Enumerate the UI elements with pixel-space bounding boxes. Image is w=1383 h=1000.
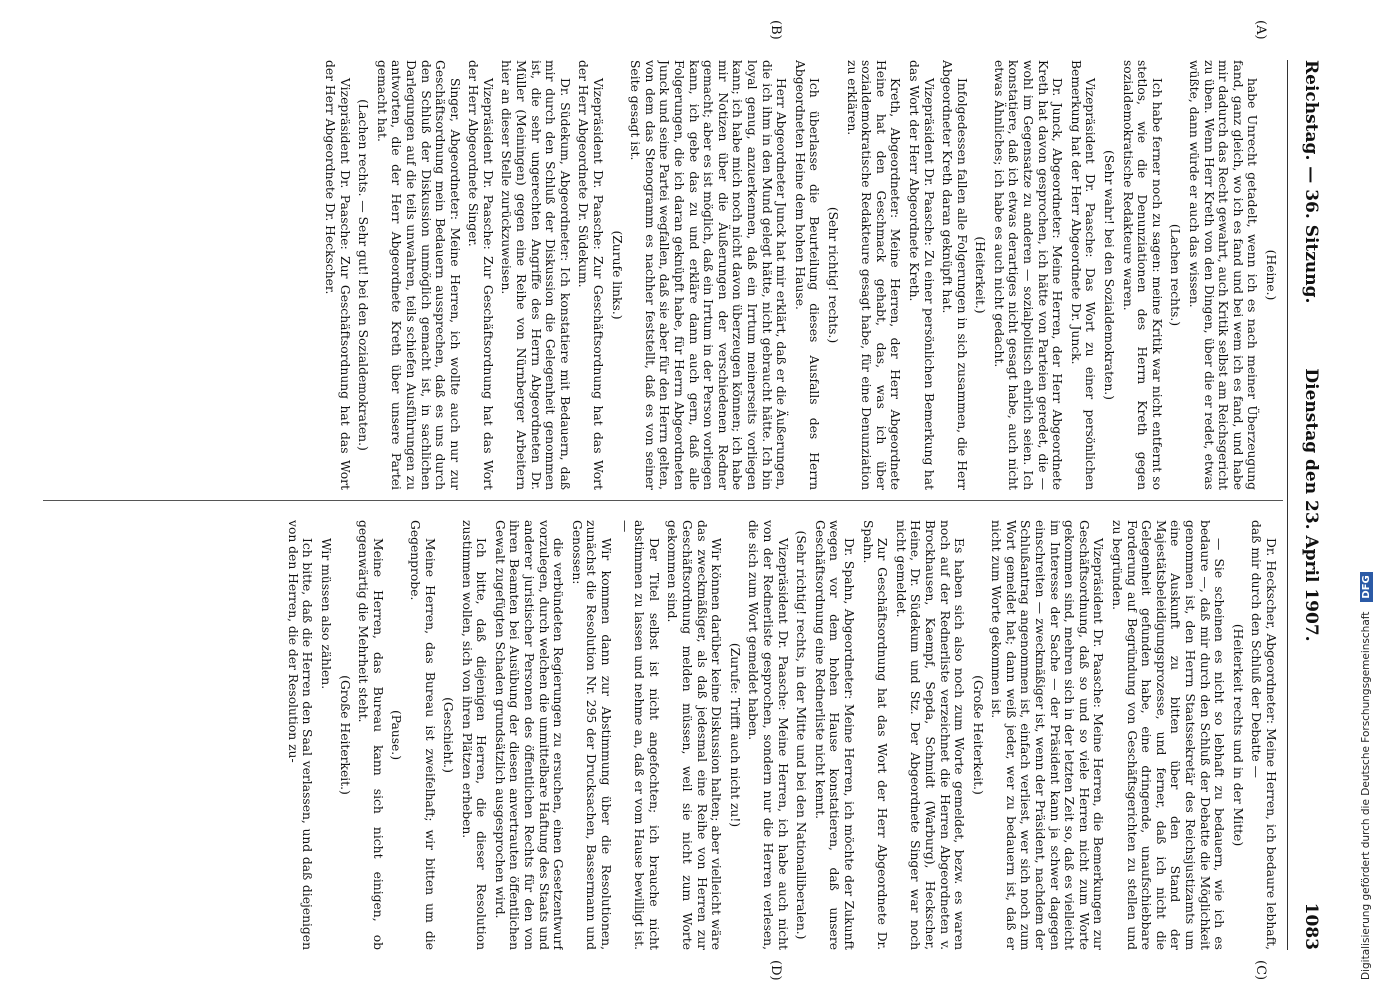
paragraph: Vizepräsident Dr. Paasche: Das Wort zu einer persönlichen Bemerkung hat der Herr Abgeordnete Dr. Junck. — [1068, 60, 1098, 490]
paragraph: Es haben sich also noch zum Worte gemeldet, bezw. es waren noch auf der Rednerliste verzeichnet die Herren Abgeordneten v. Brockhausen, Kaempf, Sepda, Schmidt (Warburg), Heckscher, Heine, Dr. Südekum und Stz. Der Abgeordnete Singer war noch nicht gemeldet. — [893, 520, 967, 950]
paragraph: Vizepräsident Dr. Paasche: Zu einer persönlichen Bemerkung hat das Wort der Herr Abgeordnete Kreth. — [906, 60, 936, 490]
paragraph: (Sehr richtig! rechts.) — [825, 206, 840, 344]
page-header — [1291, 60, 1321, 950]
paragraph: Wir kommen dann zur Abstimmung über die Resolutionen, zunächst die Resolution Nr. 295 der Drucksachen, Bassermann und Genossen: — [569, 520, 614, 950]
paragraph: (Große Heiterkeit.) — [337, 675, 352, 795]
paragraph: Ich bitte, daß diejenigen Herren, die dieser Resolution zustimmen wollen, sich von ihren Plätzen erheben. — [459, 520, 489, 950]
paragraph: Kreth, Abgeordneter: Meine Herren, der Herr Abgeordnete Heine hat den Geschmack gehabt, das, was ich über sozialdemokratische Redakteure gesagt habe, für eine Denunziation zu erklären. — [844, 60, 903, 490]
right-column — [48, 520, 1278, 950]
header-date: Dienstag den 23. April 1907. — [1301, 368, 1321, 642]
paragraph: (Geschieht.) — [441, 697, 456, 773]
paragraph: Wir müssen also zählen. — [318, 538, 333, 690]
paragraph: Zur Geschäftsordnung hat das Wort der Herr Abgeordnete Dr. Spahn. — [860, 520, 890, 950]
paragraph: die verbündeten Regierungen zu ersuchen, einen Gesetzentwurf vorzulegen, durch welchen die unmittelbare Haftung des Staats und anderer juristischer Personen des öffentlichen Rechts für den von ihren Beamten bei Ausübung der diesen anvertrauten öffentlichen Gewalt zugefügten Schaden grundsätzlich ausgesprochen wird. — [492, 520, 566, 950]
page-number: 1083 — [1301, 902, 1321, 950]
margin-letter-c: (C) — [1253, 960, 1268, 981]
paragraph: Ich überlasse die Beurteilung dieses Ausfalls des Herrn Abgeordneten Heine dem hohen Hause. — [792, 60, 822, 490]
paragraph: Vizepräsident Dr. Paasche: Zur Geschäftsordnung hat das Wort der Herr Abgeordnete Singer. — [466, 60, 495, 490]
paragraph: (Pause.) — [389, 709, 404, 761]
paragraph: Meine Herren, das Bureau ist zweifelhaft; wir bitten um die Gegenprobe. — [407, 520, 437, 950]
paragraph: Dr. Junck, Abgeordneter: Meine Herren, der Herr Abgeordnete Kreth hat davon gesprochen, ich hätte von Parteien geredet, die — wohl im Gegensatze zu anderen — sozialpolitisch ehrlich seien. Ich konstatiere, daß ich etwas derartiges nicht gesagt habe, auch nicht etwas Ähnliches; ich habe es auch nicht gedacht. — [991, 60, 1065, 490]
paragraph: Ich habe ferner noch zu sagen: meine Kritik war nicht entfernt so stetlos, wie die Denunziationen des Herrn Kreth gegen sozialdemokratische Redakteure waren. — [1120, 60, 1164, 490]
digitization-note: Digitalisierung gefördert durch die Deutsche Forschungsgemeinschaft — [1360, 611, 1372, 980]
paragraph: Dr. Heckscher, Abgeordneter: Meine Herren, ich bedaure lebhaft, daß mir durch den Schluß der Debatte — — [1249, 520, 1278, 950]
paragraph: (Lachen rechts. — Sehr gut! bei den Sozialdemokraten.) — [356, 99, 371, 451]
paragraph: Dr. Südekum, Abgeordneter: Ich konstatiere mit Bedauern, daß mir durch den Schluß der Diskussion die Gelegenheit genommen ist, die sehr ungerechten Angriffe des Herrn Abgeordneten Dr. Müller (Meiningen) gegen eine Reihe von Nürnberger Arbeitern hier an dieser Stelle zurückzuweisen. — [499, 60, 572, 490]
paragraph: Ich bitte, daß die Herren den Saal verlassen, und daß diejenigen von den Herren, die der Resolution zu- — [285, 520, 315, 950]
paragraph: (Zurufe: Trifft auch nicht zu!) — [727, 642, 742, 828]
column-divider — [43, 500, 1283, 501]
paragraph: Infolgedessen fallen alle Folgerungen in sich zusammen, die Herr Abgeordneter Kreth daran geknüpft hat. — [940, 60, 969, 490]
paragraph: Vizepräsident Dr. Paasche: Zur Geschäftsordnung hat das Wort der Herr Abgeordnete Dr. Südekum. — [576, 60, 606, 490]
paragraph: Vizepräsident Dr. Paasche: Zur Geschäftsordnung hat das Wort der Herr Abgeordnete Dr. Heckscher. — [322, 60, 352, 490]
margin-letter-b: (B) — [768, 20, 783, 40]
paragraph: (Sehr richtig! rechts, in der Mitte und bei den Nationalliberalen.) — [794, 530, 809, 940]
paragraph: Singer, Abgeordneter: Meine Herren, ich wollte auch nur zur Geschäftsordnung mein Bedauern aussprechen, daß es uns durch den Schluß der Diskussion unmöglich gemacht ist, in sachlichen Darlegungen auf die teils unwahren, teils schiefen Ausführungen zu antworten, die der Herr Abgeordnete Kreth über unsere Partei gemacht hat. — [374, 60, 462, 490]
paragraph: (Große Heiterkeit.) — [970, 675, 985, 795]
paragraph: Meine Herren, das Bureau kann sich nicht einigen, ob gegenwärtig die Mehrheit steht. — [356, 520, 385, 950]
digitization-strip — [1353, 10, 1379, 990]
paragraph: (Heiterkeit rechts und in der Mitte) — [1230, 623, 1245, 847]
paragraph: (Heine.) — [1264, 249, 1278, 301]
margin-letter-d: (D) — [768, 960, 783, 981]
paragraph: (Lachen rechts.) — [1168, 223, 1183, 327]
header-rule — [1287, 60, 1288, 950]
paragraph: Vizepräsident Dr. Paasche: Meine Herren, die Bemerkungen zur Geschäftsordnung, daß so und so viele Herren nicht zum Worte gekommen sind, mehren sich in der letzten Zeit so, daß es vielleicht im Interesse der Sache — der Präsident kann ja schwer dagegen einschreiten — zweckmäßiger ist, wenn der Präsident, nachdem der Schlußantrag angenommen ist, einfach verliest, wer sich noch zum Wort gemeldet hat; dann weiß jeder, wer zu bedauern ist, daß er nicht zum Worte gekommen ist. — [989, 520, 1106, 950]
paragraph: (Heiterkeit.) — [973, 236, 988, 314]
margin-letter-a: (A) — [1253, 20, 1268, 40]
paragraph: habe Unrecht getadelt, wenn ich es nach meiner Überzeugung fand, ganz gleich, wo ich es fand und bei wem ich es fand, und habe mir dadurch das Recht gewahrt, auch Kritik selbst am Reichsgericht zu üben. Wenn Herr Kreth von den Dingen, über die er redet, etwas wüßte, dann würde er auch das wissen. — [1187, 60, 1260, 490]
paragraph: Der Titel selbst ist nicht angefochten; ich brauche nicht abstimmen zu lassen und nehme an, daß er vom Hause bewilligt ist. — — [617, 520, 661, 950]
dfg-logo: DFG — [1360, 572, 1373, 601]
paragraph: Dr. Spahn, Abgeordneter: Meine Herren, ich möchte der Zukunft wegen vor dem hohen Hause konstatieren, daß unsere Geschäftsordnung eine Rednerliste nicht kennt. — [812, 520, 856, 950]
paragraph: — Sie scheinen es nicht so lebhaft zu bedauern, wie ich es bedaure —, daß mir durch den Schluß der Debatte die Möglichkeit genommen ist, den Herrn Staatssekretär des Reichsjustizamts um eine Auskunft zu bitten über den Stand der Majestätsbeleidigungsprozesse, und ferner, daß ich nicht die Gelegenheit gefunden habe, eine dringende, unaufschiebbare Forderung auf Begründung von Geschäftsgerichten zu stellen und zu begründen. — [1110, 520, 1227, 950]
paragraph: (Zurufe links.) — [609, 230, 624, 320]
header-left: Reichstag. — 36. Sitzung. — [1301, 60, 1321, 304]
paragraph: Wir können darüber keine Diskussion halten; aber vielleicht wäre das zweckmäßiger, als daß jedesmal eine Reihe von Herren zur Geschäftsordnung melden müssen, weil sie nicht zum Worte gekommen sind. — [665, 520, 724, 950]
paragraph: Vizepräsident Dr. Paasche: Meine Herren, ich habe auch nicht von der Rednerliste gesprochen, sondern nur die Herren verlesen, die sich zum Wort gemeldet haben. — [746, 520, 790, 950]
paragraph: (Sehr wahr! bei den Sozialdemokraten.) — [1102, 150, 1117, 400]
paragraph: Herr Abgeordneter Junck hat mir erklärt, daß er die Äußerungen, die ich ihm in den Mund gelegt hätte, nicht gebraucht hätte. Ich bin loyal genug, anzuerkennen, daß ein Irrtum meinerseits vorliegen kann; ich habe mich noch nicht davon überzeugen können; ich habe mir Notizen über die Äußerungen der verschiedenen Redner gemacht; aber es ist möglich, daß ein Irrtum in der Person vorliegen kann, ich gebe das zu und erkläre dann auch gern, daß alle Folgerungen, die ich daran geknüpft habe, für Herrn Abgeordneten Junck und seine Partei wegfallen, daß sie aber für den Herrn gelten, von dem das Stenogramm es nachher feststellt, daß es von seiner Seite gesagt ist. — [628, 60, 789, 490]
left-column — [48, 60, 1278, 490]
